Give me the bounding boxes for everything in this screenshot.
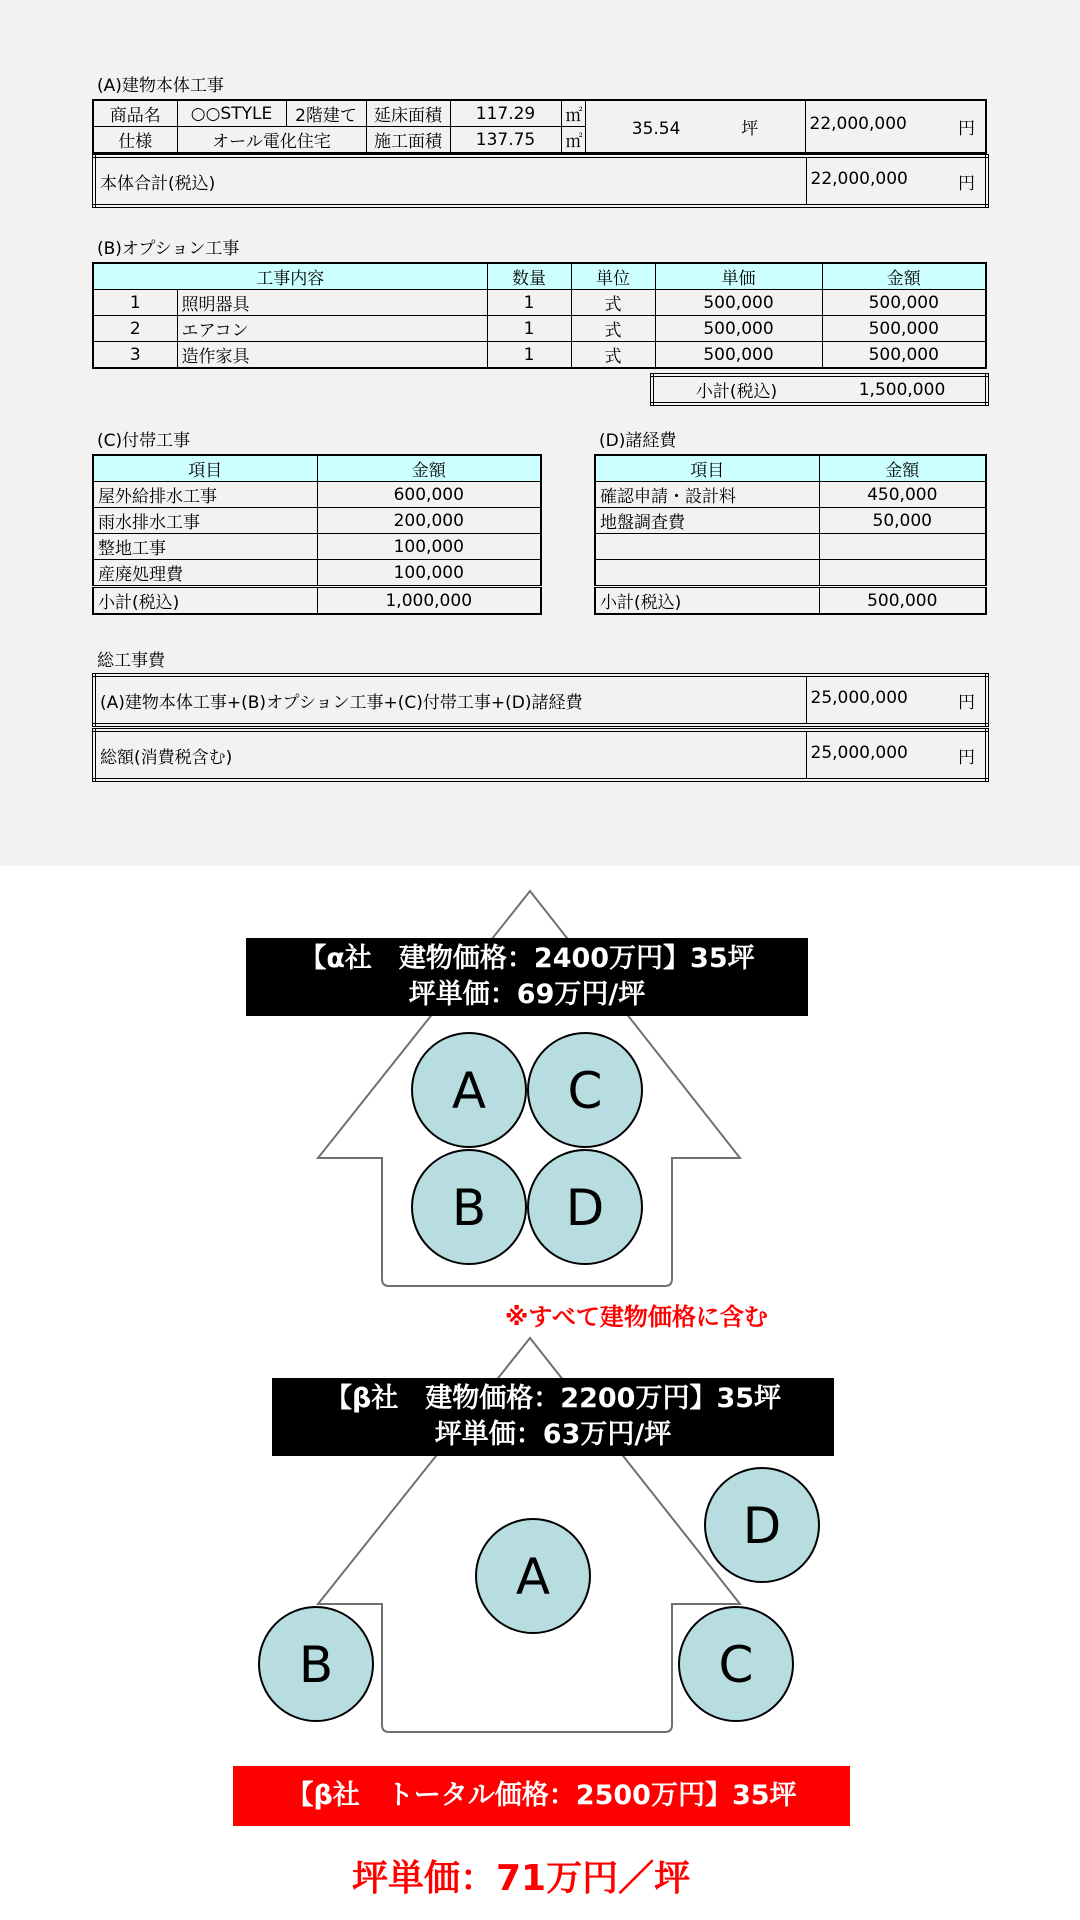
expenses-item xyxy=(595,534,819,560)
option-price: 500,000 xyxy=(655,342,822,369)
option-header-amount: 金額 xyxy=(822,263,986,290)
option-subtotal-value: 1,500,000 xyxy=(819,375,987,404)
beta-letter-a: A xyxy=(515,1548,551,1606)
table-row xyxy=(93,508,541,534)
table-row xyxy=(595,534,986,560)
included-note: ※すべて建物価格に含む xyxy=(505,1303,768,1331)
floor-area-label: 延床面積 xyxy=(366,100,450,127)
spec-label: 仕様 xyxy=(93,127,177,154)
beta-label xyxy=(272,1378,834,1456)
expenses-subtotal-value: 500,000 xyxy=(819,587,986,615)
ancillary-amount: 100,000 xyxy=(317,534,541,560)
option-unit: 式 xyxy=(571,290,655,316)
option-no: 3 xyxy=(93,342,177,369)
ancillary-item: 屋外給排水工事 xyxy=(93,482,317,508)
alpha-letter-a: A xyxy=(451,1062,487,1120)
option-name: 造作家具 xyxy=(177,342,487,369)
alpha-label-line2: 坪単価：69万円/坪 xyxy=(408,979,646,1010)
ancillary-amount: 600,000 xyxy=(317,482,541,508)
floor-area-value: 117.29 xyxy=(450,100,561,127)
total-formula-price: 25,000,000 xyxy=(810,687,908,708)
option-subtotal-table xyxy=(650,373,989,406)
beta-label-line2: 坪単価：63万円/坪 xyxy=(434,1419,672,1450)
option-no: 1 xyxy=(93,290,177,316)
table-row xyxy=(595,508,986,534)
ancillary-item: 整地工事 xyxy=(93,534,317,560)
construction-area-label: 施工面積 xyxy=(366,127,450,154)
grand-total-cell xyxy=(806,730,987,780)
section-b-caption: (B)オプション工事 xyxy=(97,239,240,259)
ancillary-table xyxy=(92,454,542,615)
table-row xyxy=(93,316,986,342)
ancillary-amount: 100,000 xyxy=(317,560,541,587)
body-total-label: 本体合計(税込) xyxy=(94,156,806,206)
grand-total-label: 総額(消費税含む) xyxy=(94,730,806,780)
tsubo-value: 35.54 xyxy=(631,119,681,139)
alpha-letter-b: B xyxy=(451,1179,487,1237)
table-row xyxy=(93,560,541,587)
beta-letter-b: B xyxy=(298,1636,334,1694)
alpha-label-line1: 【α社 建物価格：2400万円】35坪 xyxy=(299,943,755,974)
section-a-table xyxy=(92,99,987,154)
expenses-item: 地盤調査費 xyxy=(595,508,819,534)
body-total-cell xyxy=(806,156,987,206)
option-header-row xyxy=(93,263,986,290)
option-qty: 1 xyxy=(487,342,571,369)
ancillary-header-row xyxy=(93,455,541,482)
body-price-yen: 円 xyxy=(958,119,975,139)
construction-area-unit: ㎡ xyxy=(561,127,585,154)
grand-total-yen: 円 xyxy=(958,747,975,768)
expenses-subtotal-label: 小計(税込) xyxy=(595,587,819,615)
option-header-unit: 単位 xyxy=(571,263,655,290)
option-price: 500,000 xyxy=(655,290,822,316)
ancillary-item: 産廃処理費 xyxy=(93,560,317,587)
option-amount: 500,000 xyxy=(822,342,986,369)
floor-area-unit: ㎡ xyxy=(561,100,585,127)
tsubo-unit: 坪 xyxy=(741,119,759,139)
ancillary-header-amount: 金額 xyxy=(317,455,541,482)
beta-letter-d: D xyxy=(742,1497,782,1555)
grand-total-price: 25,000,000 xyxy=(810,742,908,763)
total-formula-cell xyxy=(806,675,987,725)
total-formula-yen: 円 xyxy=(958,692,975,713)
floors-value: 2階建て xyxy=(286,100,366,127)
expenses-header-amount: 金額 xyxy=(819,455,986,482)
total-formula-table xyxy=(92,673,989,727)
table-row xyxy=(93,482,541,508)
beta-total-banner: 【β社 トータル価格：2500万円】35坪 xyxy=(233,1766,850,1826)
estimate-sheet xyxy=(0,0,1080,866)
section-d-caption: (D)諸経費 xyxy=(599,431,677,451)
option-header-qty: 数量 xyxy=(487,263,571,290)
tsubo-cell xyxy=(585,100,805,153)
option-table xyxy=(92,262,987,369)
expenses-table xyxy=(594,454,987,615)
ancillary-item: 雨水排水工事 xyxy=(93,508,317,534)
expenses-subtotal-row xyxy=(595,587,986,615)
option-unit: 式 xyxy=(571,316,655,342)
beta-label-line1: 【β社 建物価格：2200万円】35坪 xyxy=(324,1383,782,1414)
table-row xyxy=(93,290,986,316)
expenses-item: 確認申請・設計料 xyxy=(595,482,819,508)
option-qty: 1 xyxy=(487,316,571,342)
spec-value: オール電化住宅 xyxy=(177,127,366,154)
section-a-caption: (A)建物本体工事 xyxy=(97,76,224,96)
total-caption: 総工事費 xyxy=(97,651,165,671)
option-header-price: 単価 xyxy=(655,263,822,290)
table-row xyxy=(93,342,986,369)
body-price: 22,000,000 xyxy=(809,114,907,134)
alpha-letter-c: C xyxy=(567,1062,603,1120)
option-amount: 500,000 xyxy=(822,290,986,316)
alpha-letter-d: D xyxy=(565,1179,605,1237)
expenses-item xyxy=(595,560,819,587)
table-row xyxy=(595,560,986,587)
option-amount: 500,000 xyxy=(822,316,986,342)
option-header-work: 工事内容 xyxy=(93,263,487,290)
beta-unit-price: 坪単価：71万円／坪 xyxy=(352,1858,691,1899)
alpha-label xyxy=(246,938,808,1016)
body-total-yen: 円 xyxy=(958,173,975,194)
option-unit: 式 xyxy=(571,342,655,369)
ancillary-subtotal-row xyxy=(93,587,541,615)
option-name: エアコン xyxy=(177,316,487,342)
expenses-amount xyxy=(819,560,986,587)
grand-total-table xyxy=(92,728,989,782)
body-price-cell xyxy=(805,100,986,153)
expenses-header-row xyxy=(595,455,986,482)
expenses-header-item: 項目 xyxy=(595,455,819,482)
option-subtotal-label: 小計(税込) xyxy=(652,375,819,404)
option-no: 2 xyxy=(93,316,177,342)
ancillary-subtotal-label: 小計(税込) xyxy=(93,587,317,615)
body-total-price: 22,000,000 xyxy=(810,168,908,189)
body-total-table xyxy=(92,154,989,208)
table-row xyxy=(93,534,541,560)
option-price: 500,000 xyxy=(655,316,822,342)
product-name-label: 商品名 xyxy=(93,100,177,127)
option-name: 照明器具 xyxy=(177,290,487,316)
product-name-value: ○○STYLE xyxy=(177,100,286,127)
ancillary-subtotal-value: 1,000,000 xyxy=(317,587,541,615)
beta-letter-c: C xyxy=(718,1636,754,1694)
table-row xyxy=(595,482,986,508)
total-formula-label: (A)建物本体工事+(B)オプション工事+(C)付帯工事+(D)諸経費 xyxy=(94,675,806,725)
expenses-amount xyxy=(819,534,986,560)
construction-area-value: 137.75 xyxy=(450,127,561,154)
option-qty: 1 xyxy=(487,290,571,316)
expenses-amount: 450,000 xyxy=(819,482,986,508)
ancillary-header-item: 項目 xyxy=(93,455,317,482)
expenses-amount: 50,000 xyxy=(819,508,986,534)
ancillary-amount: 200,000 xyxy=(317,508,541,534)
section-c-caption: (C)付帯工事 xyxy=(97,431,191,451)
